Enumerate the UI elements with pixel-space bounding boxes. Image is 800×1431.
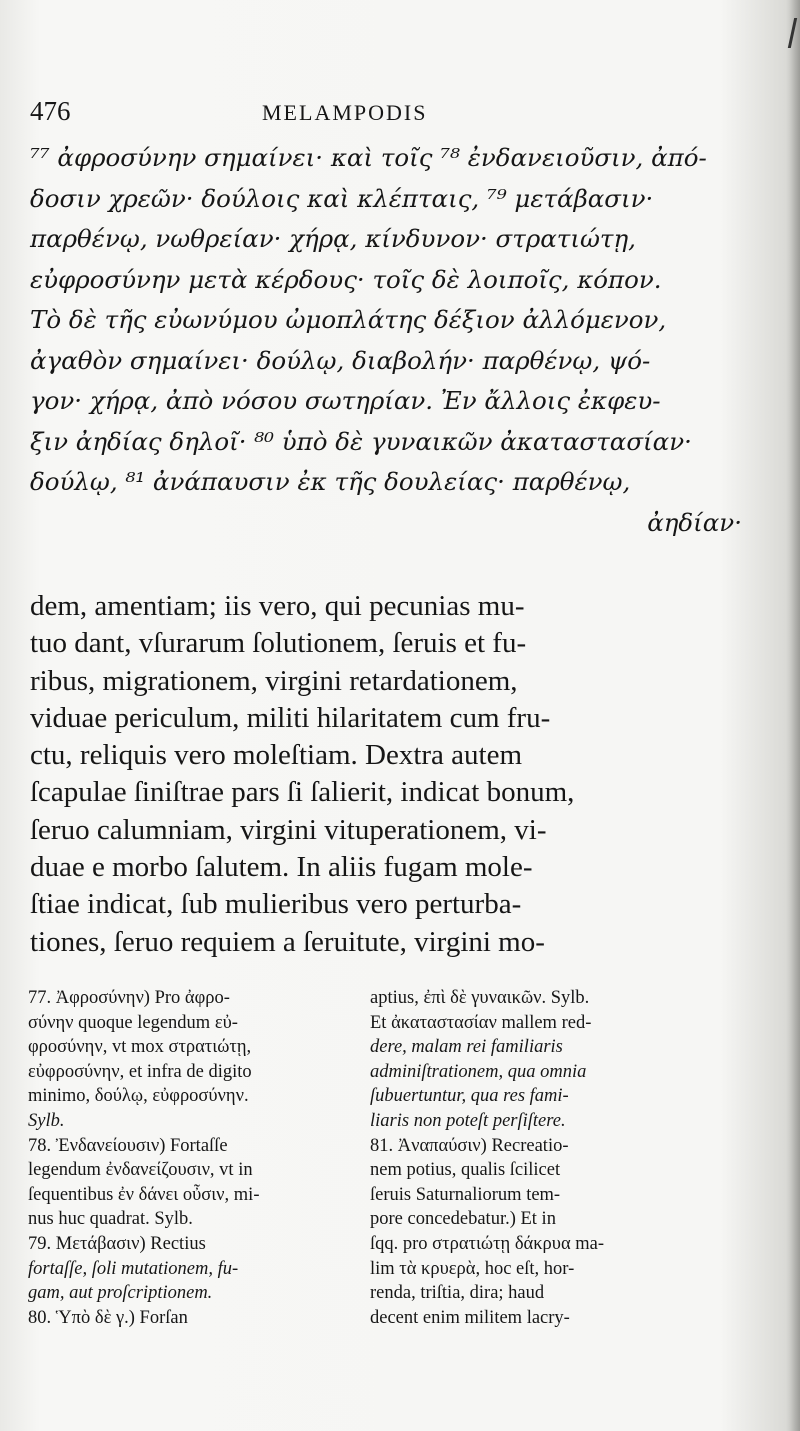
- latin-line: ctu, reliquis vero moleſtiam. Dextra autem: [30, 739, 523, 772]
- greek-line: ἀηδίαν·: [647, 507, 742, 537]
- footnote-line: aptius, ἐπὶ δὲ γυναικῶν. Sylb.: [370, 988, 590, 1008]
- greek-line: ⁷⁷ ἀφροσύνην σημαίνει· καὶ τοῖς ⁷⁸ ἐνδανειοῦσιν, ἀπό-: [30, 143, 707, 172]
- footnote-line: 81. Ἀναπαύσιν) Recreatio-: [370, 1135, 569, 1156]
- footnote-line: φροσύνην, vt mox στρατιώτῃ,: [28, 1037, 252, 1058]
- latin-line: tuo dant, vſurarum ſolutionem, ſeruis et fu-: [30, 627, 527, 660]
- latin-line: dem, amentiam; iis vero, qui pecunias mu-: [30, 590, 525, 622]
- footnote-line: dere, malam rei familiaris: [370, 1037, 563, 1058]
- footnote-line: ſequentibus ἐν δάνει οὖσιν, mi-: [28, 1184, 260, 1205]
- footnote-line: ſqq. pro στρατιώτῃ δάκρυα ma-: [370, 1233, 605, 1254]
- footnote-line: liaris non poteſt perſiſtere.: [370, 1110, 566, 1131]
- footnote-line: Et ἀκαταστασίαν mallem red-: [370, 1012, 592, 1033]
- footnote-line: decent enim militem lacry-: [370, 1307, 570, 1328]
- latin-line: ſcapulae ſiniſtrae pars ſi ſalierit, indicat bonum,: [30, 776, 575, 809]
- footnote-line: Sylb.: [28, 1110, 65, 1131]
- latin-line: ribus, migrationem, virgini retardationem,: [30, 664, 518, 697]
- footnote-line: nus huc quadrat. Sylb.: [28, 1209, 193, 1230]
- footnote-line: gam, aut proſcriptionem.: [28, 1283, 213, 1304]
- greek-line: δούλῳ, ⁸¹ ἀνάπαυσιν ἐκ τῆς δουλείας· παρθένῳ,: [30, 467, 631, 496]
- footnote-line: adminiſtrationem, qua omnia: [370, 1061, 587, 1082]
- latin-line: viduae periculum, militi hilaritatem cum fru-: [30, 701, 551, 734]
- latin-line: duae e morbo ſalutem. In aliis fugam mole-: [30, 851, 533, 884]
- footnote-line: pore concedebatur.) Et in: [370, 1209, 556, 1230]
- footnote-line: nem potius, qualis ſcilicet: [370, 1160, 561, 1181]
- footnote-line: σύνην quoque legendum εὐ-: [28, 1012, 238, 1033]
- footnote-line: 80. Ὑπὸ δὲ γ.) Forſan: [28, 1307, 188, 1328]
- footnote-line: 77. Ἀφροσύνην) Pro ἀφρο-: [28, 988, 230, 1008]
- footnote-line: 78. Ἐνδανείουσιν) Fortaſſe: [28, 1135, 228, 1156]
- footnote-line: εὐφροσύνην, et infra de digito: [28, 1061, 252, 1082]
- greek-line: Τὸ δὲ τῆς εὐωνύμου ὠμοπλάτης δέξιον ἀλλόμενον,: [30, 305, 667, 334]
- footnote-line: lim τὰ κρυερὰ, hoc eſt, hor-: [370, 1258, 575, 1279]
- footnotes-right-column: [370, 986, 688, 1330]
- greek-line: ξιν ἀηδίας δηλοῖ· ⁸⁰ ὑπὸ δὲ γυναικῶν ἀκαταστασίαν·: [30, 426, 692, 456]
- footnote-line: ſubuertuntur, qua res fami-: [370, 1086, 569, 1107]
- latin-line: ſtiae indicat, ſub mulieribus vero perturba-: [30, 888, 522, 921]
- footnote-line: ſeruis Saturnaliorum tem-: [370, 1184, 561, 1205]
- running-head: MELAMPODIS: [262, 100, 428, 125]
- page-number: 476: [30, 96, 71, 126]
- greek-text-block: [30, 138, 742, 543]
- page-header: [30, 96, 750, 136]
- latin-line: ſeruo calumniam, virgini vituperationem, vi-: [30, 813, 547, 846]
- greek-line: παρθένῳ, νωθρείαν· χήρᾳ, κίνδυνον· στρατιώτῃ,: [30, 224, 636, 253]
- footnote-line: 79. Μετάβασιν) Rectius: [28, 1233, 206, 1254]
- greek-line: γον· χήρᾳ, ἀπὸ νόσου σωτηρίαν. Ἐν ἄλλοις ἐκφευ-: [30, 386, 661, 415]
- page-edge-shadow: [786, 0, 800, 1431]
- footnote-line: renda, triſtia, dira; haud: [370, 1283, 545, 1304]
- latin-translation-block: [30, 588, 748, 961]
- latin-line: tiones, ſeruo requiem a ſeruitute, virgini mo-: [30, 925, 545, 958]
- greek-line: δοσιν χρεῶν· δούλοις καὶ κλέπταις, ⁷⁹ μετάβασιν·: [30, 183, 654, 213]
- footnote-line: fortaſſe, ſoli mutationem, fu-: [28, 1258, 239, 1279]
- footnote-line: minimo, δούλῳ, εὐφροσύνην.: [28, 1086, 249, 1107]
- greek-line: ἀγαθὸν σημαίνει· δούλῳ, διαβολήν· παρθένῳ, ψό-: [30, 345, 651, 375]
- greek-line: εὐφροσύνην μετὰ κέρδους· τοῖς δὲ λοιποῖς, κόπον.: [30, 264, 662, 294]
- footnotes-left-column: [28, 986, 348, 1330]
- footnote-line: legendum ἐνδανείζουσιν, vt in: [28, 1160, 253, 1181]
